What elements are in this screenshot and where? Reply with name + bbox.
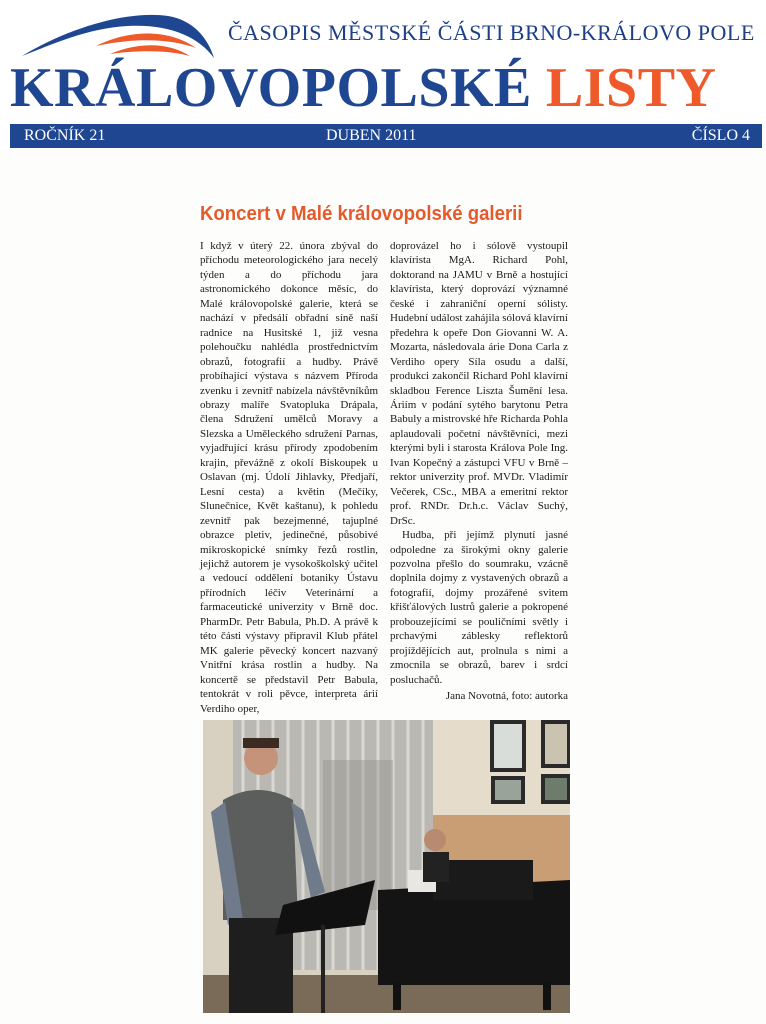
- article-column-right: [390, 239, 568, 704]
- issue-info-bar: [10, 124, 762, 148]
- title-orange-part: LISTY: [545, 57, 717, 119]
- masthead: [0, 0, 766, 150]
- article-headline: Koncert v Malé královopolské galerii: [200, 203, 523, 225]
- logo-swoosh-icon: [18, 8, 218, 64]
- issue-number: ČÍSLO 4: [691, 127, 750, 144]
- magazine-subtitle: ČASOPIS MĚSTSKÉ ČÁSTI BRNO-KRÁLOVO POLE: [228, 20, 755, 45]
- article-byline: Jana Novotná, foto: autorka: [445, 690, 568, 703]
- magazine-title: [10, 58, 717, 118]
- paragraph: doprovázel ho i sólově vystoupil klavírista MgA. Richard Pohl, doktorand na JAMU v Brně a hostující klavírista, který doprovází významné české i zahraniční operní sólisty. Hudební událost zahájila sólová klavírní předehra k opeře Don Giovanni W. A. Mozarta, následovala árie Dona Carla z Verdiho opery Síla osudu a další, produkci zakončil Richard Pohl klavírní skladbou Ference Liszta Šumění lesa. Áriím v podání sytého barytonu Petra Babuly a mistrovské hře Richarda Pohla aplaudovali početní návštěvníci, mezi kterými byli i starosta Králova Pole Ing. Ivan Kopečný a zástupci VFU v Brně – rektor univerzity prof. MVDr. Vladimír Večerek, CSc., MBA a emeritní rektor prof. RNDr. Dr.h.c. Václav Suchý, DrSc.: [390, 240, 568, 527]
- paragraph: Hudba, při jejímž plynutí jasné odpoledne za širokými okny galerie pozvolna přešlo do soumraku, vzácně doplnila dojmy z vystavených obrazů a fotografií, dojmy prozářené svitem křišťálových lustrů galerie a pokropené probouzejícími se pouličními světly i prchavými záblesky reflektorů projíždějících aut, prolnula s nimi a zmocnila se obrazů, barev i srdcí posluchačů.: [390, 529, 568, 686]
- issue-date: DUBEN 2011: [326, 127, 417, 144]
- concert-photo-illustration: [203, 720, 570, 1013]
- concert-photo: [203, 720, 570, 1013]
- paragraph: I když v úterý 22. února zbýval do příchodu meteorologického jara necelý týden a do příchodu jara astronomického dokonce měsíc, do Malé královopolské galerie, která se nachází v předsálí obřadní síně naší radnice na Husitské 1, již vesna polehoučku nahlédla prostřednictvím obrazů, fotografií a hudby. Právě probíhající výstava s názvem Příroda zvenku i zevnitř nabízela návštěvníkům obrazy malíře Svatopluka Drápala, člena Sdružení umělců Moravy a Slezska a Uměleckého sdružení Parnas, vyjadřující krásu přírody zpodobením krajin, převážně z okolí Biskoupek u Oslavan (mj. Údolí Jihlavky, Předjaří, Lesní cesta) a květin (Mečíky, Slunečnice, Květ kaštanu), k pohledu zevnitř pak bezejmenné, tajuplné obrazce pletiv, jedinečné, působivé mikroskopické snímky řezů rostlin, jejichž autorem je vysokoškolský učitel a vedoucí oddělení botaniky Ústavu přírodních léčiv Veterinární a farmaceutické univerzity v Brně doc. PharmDr. Petr Babula, Ph.D. A právě k této části výstavy připravil Klub přátel MK galerie pěvecký koncert nazvaný Vnitřní krása rostlin a hudby. Na koncertě se představil Petr Babula, tentokrát v roli pěvce, interpreta árií Verdiho oper,: [200, 240, 378, 715]
- volume-label: ROČNÍK 21: [24, 127, 106, 144]
- article-column-left: [200, 239, 378, 716]
- title-blue-part: KRÁLOVOPOLSKÉ: [10, 57, 532, 119]
